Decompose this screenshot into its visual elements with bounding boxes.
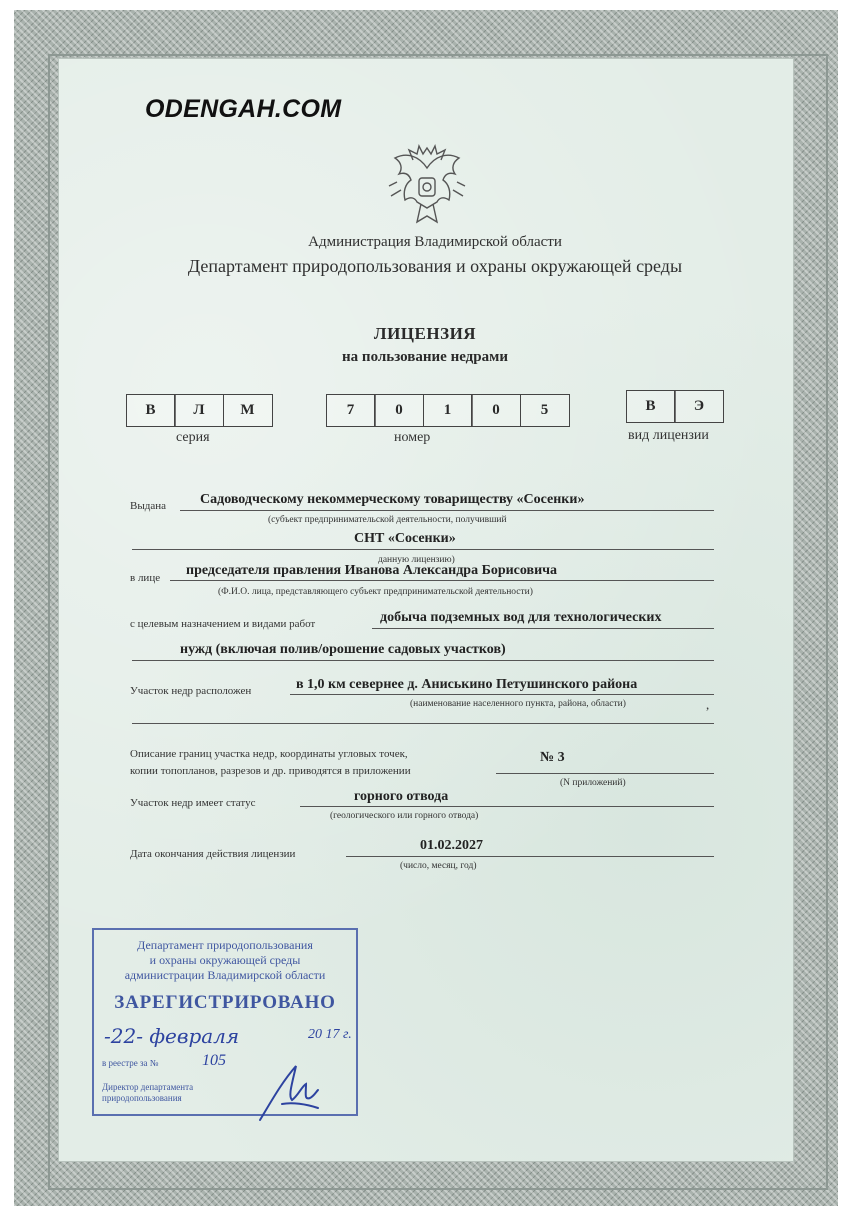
series-char: М [223, 394, 273, 427]
number-digit: 5 [520, 394, 570, 427]
underline [372, 628, 714, 629]
double-headed-eagle-icon [383, 142, 471, 234]
series-label: серия [176, 430, 210, 445]
underline [132, 723, 714, 724]
stamp-year: 20 17 г. [308, 1027, 352, 1042]
location-comma: , [706, 697, 710, 712]
person-label: в лице [130, 572, 161, 584]
stamp-org-line: администрации Владимирской области [124, 968, 326, 982]
department-name: Департамент природопользования и охраны окружающей среды [187, 256, 683, 276]
boundaries-caption: (N приложений) [560, 778, 626, 788]
issued-short-value: СНТ «Сосенки» [354, 531, 456, 546]
issued-caption-2: данную лицензию) [378, 555, 455, 565]
stamp-org-line: и охраны окружающей среды [149, 953, 301, 967]
purpose-label: с целевым назначением и видами работ [130, 618, 316, 630]
type-boxes [627, 390, 724, 423]
number-boxes [327, 394, 570, 427]
boundaries-label-2: копии топопланов, разрезов и др. приводятся в приложении [130, 765, 411, 777]
status-value: горного отвода [354, 789, 449, 804]
expiry-caption: (число, месяц, год) [400, 861, 477, 871]
expiry-label: Дата окончания действия лицензии [130, 848, 296, 860]
underline [300, 806, 714, 807]
stamp-director-line: Директор департамента [102, 1082, 194, 1092]
purpose-value-2: нужд (включая полив/орошение садовых участков) [180, 642, 506, 657]
stamp-director [102, 1082, 193, 1104]
stamp-title: ЗАРЕГИСТРИРОВАНО [114, 992, 336, 1013]
location-value: в 1,0 км севернее д. Аниськино Петушинского района [296, 677, 638, 692]
status-caption: (геологического или горного отвода) [330, 811, 479, 821]
underline [346, 856, 714, 857]
series-char: В [126, 394, 176, 427]
underline [132, 549, 714, 550]
person-caption: (Ф.И.О. лица, представляющего субъект предпринимательской деятельности) [218, 587, 533, 597]
stamp-registry-label: в реестре за № [102, 1058, 159, 1068]
number-digit: 0 [471, 394, 521, 427]
series-char: Л [174, 394, 224, 427]
boundaries-value: № 3 [540, 750, 565, 765]
underline [180, 510, 714, 511]
document-title: ЛИЦЕНЗИЯ [373, 324, 477, 343]
number-digit: 7 [326, 394, 376, 427]
issued-caption: (субъект предпринимательской деятельности, получивший [268, 515, 507, 525]
stamp-org-line: Департамент природопользования [137, 938, 313, 952]
stamp-registry-number: 105 [202, 1052, 226, 1069]
type-char: В [626, 390, 676, 423]
stamp-organization [94, 938, 356, 983]
issued-label: Выдана [130, 500, 166, 512]
underline [496, 773, 714, 774]
status-label: Участок недр имеет статус [130, 797, 256, 809]
person-value: председателя правления Иванова Александра Борисовича [186, 563, 558, 578]
administration-name: Администрация Владимирской области [308, 234, 562, 250]
document-subtitle: на пользование недрами [342, 349, 508, 365]
signature [252, 1056, 322, 1126]
purpose-value-1: добыча подземных вод для технологических [380, 610, 662, 625]
stamp-date: -22- февраля [104, 1024, 240, 1048]
type-label: вид лицензии [628, 428, 709, 443]
expiry-value: 01.02.2027 [420, 838, 483, 853]
type-char: Э [674, 390, 724, 423]
boundaries-label-1: Описание границ участка недр, координаты угловых точек, [130, 748, 408, 760]
watermark: ODENGAH.COM [145, 95, 342, 123]
series-boxes [127, 394, 273, 427]
number-label: номер [394, 430, 431, 445]
underline [290, 694, 714, 695]
location-label: Участок недр расположен [130, 685, 252, 697]
issued-value: Садоводческому некоммерческому товариществу «Сосенки» [200, 492, 585, 507]
underline [132, 660, 714, 661]
number-digit: 0 [374, 394, 424, 427]
location-caption: (наименование населенного пункта, района, области) [410, 699, 626, 709]
stamp-director-line: природопользования [102, 1093, 182, 1103]
underline [170, 580, 714, 581]
number-digit: 1 [423, 394, 473, 427]
